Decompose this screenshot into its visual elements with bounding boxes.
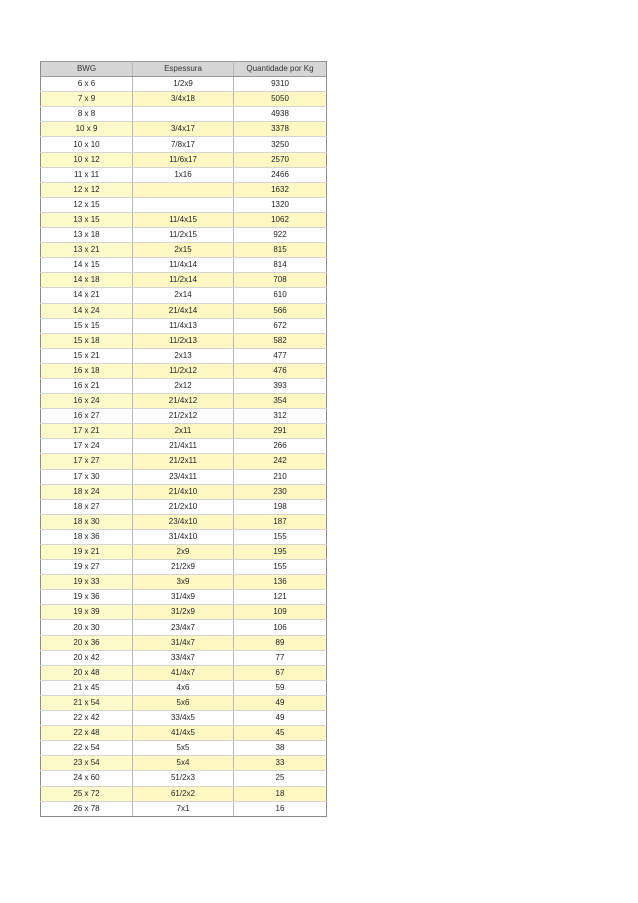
table-row xyxy=(41,152,327,167)
cell-quantidade: 922 xyxy=(234,228,327,243)
cell-quantidade: 708 xyxy=(234,273,327,288)
cell-quantidade: 67 xyxy=(234,665,327,680)
table-row xyxy=(41,665,327,680)
cell-quantidade: 49 xyxy=(234,711,327,726)
cell-quantidade: 210 xyxy=(234,469,327,484)
cell-quantidade: 476 xyxy=(234,363,327,378)
cell-bwg: 22 x 48 xyxy=(41,726,133,741)
cell-espessura: 23/4x11 xyxy=(133,469,234,484)
cell-bwg: 19 x 21 xyxy=(41,545,133,560)
cell-espessura: 4x6 xyxy=(133,680,234,695)
cell-bwg: 23 x 54 xyxy=(41,756,133,771)
cell-bwg: 13 x 15 xyxy=(41,212,133,227)
cell-espessura: 2x15 xyxy=(133,243,234,258)
cell-bwg: 24 x 60 xyxy=(41,771,133,786)
cell-espessura: 2x12 xyxy=(133,378,234,393)
cell-espessura: 11/2x12 xyxy=(133,363,234,378)
table-row xyxy=(41,137,327,152)
cell-bwg: 13 x 21 xyxy=(41,243,133,258)
cell-bwg: 15 x 21 xyxy=(41,348,133,363)
cell-quantidade: 45 xyxy=(234,726,327,741)
cell-quantidade: 136 xyxy=(234,575,327,590)
cell-bwg: 10 x 9 xyxy=(41,122,133,137)
cell-bwg: 18 x 27 xyxy=(41,499,133,514)
table-row xyxy=(41,529,327,544)
cell-espessura: 3/4x18 xyxy=(133,92,234,107)
cell-quantidade: 1320 xyxy=(234,197,327,212)
cell-bwg: 16 x 27 xyxy=(41,409,133,424)
table-row xyxy=(41,318,327,333)
cell-espessura: 33/4x7 xyxy=(133,650,234,665)
cell-quantidade: 155 xyxy=(234,529,327,544)
cell-bwg: 6 x 6 xyxy=(41,77,133,92)
cell-espessura: 5x6 xyxy=(133,695,234,710)
table-row xyxy=(41,378,327,393)
cell-quantidade: 814 xyxy=(234,258,327,273)
table-row xyxy=(41,575,327,590)
cell-espessura: 2x14 xyxy=(133,288,234,303)
cell-espessura: 21/2x11 xyxy=(133,454,234,469)
cell-bwg: 11 x 11 xyxy=(41,167,133,182)
cell-espessura: 21/2x10 xyxy=(133,499,234,514)
cell-quantidade: 1062 xyxy=(234,212,327,227)
cell-bwg: 14 x 18 xyxy=(41,273,133,288)
cell-bwg: 21 x 54 xyxy=(41,695,133,710)
cell-quantidade: 59 xyxy=(234,680,327,695)
cell-bwg: 17 x 30 xyxy=(41,469,133,484)
cell-espessura xyxy=(133,197,234,212)
cell-bwg: 13 x 18 xyxy=(41,228,133,243)
cell-bwg: 10 x 10 xyxy=(41,137,133,152)
cell-espessura: 23/4x10 xyxy=(133,514,234,529)
cell-quantidade: 38 xyxy=(234,741,327,756)
table-row xyxy=(41,726,327,741)
cell-bwg: 19 x 39 xyxy=(41,605,133,620)
cell-quantidade: 5050 xyxy=(234,92,327,107)
cell-espessura: 31/4x9 xyxy=(133,590,234,605)
cell-bwg: 17 x 27 xyxy=(41,454,133,469)
cell-bwg: 17 x 24 xyxy=(41,439,133,454)
table-body xyxy=(41,77,327,817)
table-row xyxy=(41,243,327,258)
cell-bwg: 14 x 15 xyxy=(41,258,133,273)
cell-bwg: 22 x 54 xyxy=(41,741,133,756)
cell-quantidade: 16 xyxy=(234,801,327,816)
cell-quantidade: 33 xyxy=(234,756,327,771)
cell-espessura: 61/2x2 xyxy=(133,786,234,801)
table-row xyxy=(41,197,327,212)
table-row xyxy=(41,107,327,122)
table-row xyxy=(41,288,327,303)
cell-quantidade: 195 xyxy=(234,545,327,560)
table-row xyxy=(41,801,327,816)
cell-quantidade: 121 xyxy=(234,590,327,605)
table-row xyxy=(41,514,327,529)
table-row xyxy=(41,424,327,439)
cell-bwg: 17 x 21 xyxy=(41,424,133,439)
cell-espessura: 31/4x7 xyxy=(133,635,234,650)
cell-espessura: 3x9 xyxy=(133,575,234,590)
table-row xyxy=(41,711,327,726)
cell-bwg: 12 x 15 xyxy=(41,197,133,212)
cell-bwg: 18 x 30 xyxy=(41,514,133,529)
cell-espessura: 31/2x9 xyxy=(133,605,234,620)
cell-quantidade: 477 xyxy=(234,348,327,363)
cell-bwg: 20 x 36 xyxy=(41,635,133,650)
cell-espessura: 2x11 xyxy=(133,424,234,439)
table-row xyxy=(41,469,327,484)
cell-espessura: 21/4x14 xyxy=(133,303,234,318)
cell-bwg: 14 x 24 xyxy=(41,303,133,318)
cell-quantidade: 106 xyxy=(234,620,327,635)
cell-espessura: 21/4x10 xyxy=(133,484,234,499)
cell-bwg: 7 x 9 xyxy=(41,92,133,107)
cell-quantidade: 9310 xyxy=(234,77,327,92)
cell-bwg: 19 x 27 xyxy=(41,560,133,575)
cell-bwg: 16 x 18 xyxy=(41,363,133,378)
cell-espessura: 21/4x12 xyxy=(133,394,234,409)
cell-espessura: 11/2x13 xyxy=(133,333,234,348)
cell-quantidade: 2570 xyxy=(234,152,327,167)
column-header-quantidade: Quantidade por Kg xyxy=(234,62,327,77)
table-row xyxy=(41,786,327,801)
cell-bwg: 21 x 45 xyxy=(41,680,133,695)
cell-quantidade: 393 xyxy=(234,378,327,393)
cell-espessura: 11/6x17 xyxy=(133,152,234,167)
cell-espessura: 1x16 xyxy=(133,167,234,182)
cell-quantidade: 77 xyxy=(234,650,327,665)
cell-quantidade: 610 xyxy=(234,288,327,303)
cell-espessura: 5x5 xyxy=(133,741,234,756)
cell-bwg: 19 x 33 xyxy=(41,575,133,590)
table-row xyxy=(41,394,327,409)
cell-quantidade: 25 xyxy=(234,771,327,786)
table-row xyxy=(41,484,327,499)
cell-quantidade: 672 xyxy=(234,318,327,333)
table-row xyxy=(41,333,327,348)
column-header-bwg: BWG xyxy=(41,62,133,77)
cell-espessura: 7/8x17 xyxy=(133,137,234,152)
header-row xyxy=(41,62,327,77)
bwg-table xyxy=(40,61,327,817)
cell-quantidade: 312 xyxy=(234,409,327,424)
cell-espessura: 3/4x17 xyxy=(133,122,234,137)
cell-quantidade: 3378 xyxy=(234,122,327,137)
cell-bwg: 20 x 30 xyxy=(41,620,133,635)
table-row xyxy=(41,92,327,107)
table-row xyxy=(41,409,327,424)
cell-espessura: 2x13 xyxy=(133,348,234,363)
cell-espessura: 11/2x14 xyxy=(133,273,234,288)
cell-espessura: 2x9 xyxy=(133,545,234,560)
table-row xyxy=(41,650,327,665)
table-row xyxy=(41,77,327,92)
cell-quantidade: 3250 xyxy=(234,137,327,152)
cell-espessura: 31/4x10 xyxy=(133,529,234,544)
cell-espessura: 51/2x3 xyxy=(133,771,234,786)
table-row xyxy=(41,741,327,756)
table-row xyxy=(41,303,327,318)
cell-espessura: 41/4x7 xyxy=(133,665,234,680)
cell-espessura: 11/4x15 xyxy=(133,212,234,227)
cell-quantidade: 49 xyxy=(234,695,327,710)
cell-bwg: 25 x 72 xyxy=(41,786,133,801)
table-header xyxy=(41,62,327,77)
cell-quantidade: 89 xyxy=(234,635,327,650)
table-row xyxy=(41,167,327,182)
cell-espessura: 21/2x12 xyxy=(133,409,234,424)
cell-bwg: 22 x 42 xyxy=(41,711,133,726)
table-row xyxy=(41,620,327,635)
cell-bwg: 16 x 24 xyxy=(41,394,133,409)
cell-espessura: 33/4x5 xyxy=(133,711,234,726)
cell-bwg: 19 x 36 xyxy=(41,590,133,605)
cell-quantidade: 815 xyxy=(234,243,327,258)
cell-quantidade: 2466 xyxy=(234,167,327,182)
table-row xyxy=(41,182,327,197)
cell-espessura: 21/2x9 xyxy=(133,560,234,575)
table-row xyxy=(41,363,327,378)
cell-quantidade: 242 xyxy=(234,454,327,469)
table-row xyxy=(41,635,327,650)
cell-espessura: 7x1 xyxy=(133,801,234,816)
table-row xyxy=(41,228,327,243)
table-row xyxy=(41,348,327,363)
cell-espessura: 1/2x9 xyxy=(133,77,234,92)
cell-bwg: 18 x 24 xyxy=(41,484,133,499)
cell-quantidade: 198 xyxy=(234,499,327,514)
cell-bwg: 15 x 15 xyxy=(41,318,133,333)
cell-bwg: 20 x 48 xyxy=(41,665,133,680)
cell-quantidade: 230 xyxy=(234,484,327,499)
cell-espessura xyxy=(133,182,234,197)
table-row xyxy=(41,695,327,710)
cell-quantidade: 291 xyxy=(234,424,327,439)
cell-quantidade: 566 xyxy=(234,303,327,318)
table-row xyxy=(41,212,327,227)
cell-bwg: 15 x 18 xyxy=(41,333,133,348)
cell-espessura: 41/4x5 xyxy=(133,726,234,741)
cell-espessura xyxy=(133,107,234,122)
table-row xyxy=(41,499,327,514)
table-row xyxy=(41,439,327,454)
cell-espessura: 21/4x11 xyxy=(133,439,234,454)
table-row xyxy=(41,771,327,786)
cell-bwg: 14 x 21 xyxy=(41,288,133,303)
cell-bwg: 20 x 42 xyxy=(41,650,133,665)
cell-espessura: 11/2x15 xyxy=(133,228,234,243)
cell-espessura: 11/4x14 xyxy=(133,258,234,273)
table-row xyxy=(41,273,327,288)
cell-bwg: 18 x 36 xyxy=(41,529,133,544)
table-row xyxy=(41,560,327,575)
cell-quantidade: 266 xyxy=(234,439,327,454)
cell-bwg: 10 x 12 xyxy=(41,152,133,167)
cell-quantidade: 1632 xyxy=(234,182,327,197)
table-row xyxy=(41,545,327,560)
cell-quantidade: 354 xyxy=(234,394,327,409)
cell-quantidade: 4938 xyxy=(234,107,327,122)
cell-bwg: 16 x 21 xyxy=(41,378,133,393)
table-row xyxy=(41,605,327,620)
table-row xyxy=(41,122,327,137)
column-header-espessura: Espessura xyxy=(133,62,234,77)
cell-bwg: 26 x 78 xyxy=(41,801,133,816)
cell-quantidade: 18 xyxy=(234,786,327,801)
cell-espessura: 11/4x13 xyxy=(133,318,234,333)
table-row xyxy=(41,454,327,469)
cell-quantidade: 582 xyxy=(234,333,327,348)
cell-bwg: 12 x 12 xyxy=(41,182,133,197)
cell-quantidade: 187 xyxy=(234,514,327,529)
cell-quantidade: 109 xyxy=(234,605,327,620)
cell-espessura: 5x4 xyxy=(133,756,234,771)
table-row xyxy=(41,258,327,273)
table-row xyxy=(41,590,327,605)
table-row xyxy=(41,756,327,771)
cell-bwg: 8 x 8 xyxy=(41,107,133,122)
table-row xyxy=(41,680,327,695)
cell-espessura: 23/4x7 xyxy=(133,620,234,635)
cell-quantidade: 155 xyxy=(234,560,327,575)
